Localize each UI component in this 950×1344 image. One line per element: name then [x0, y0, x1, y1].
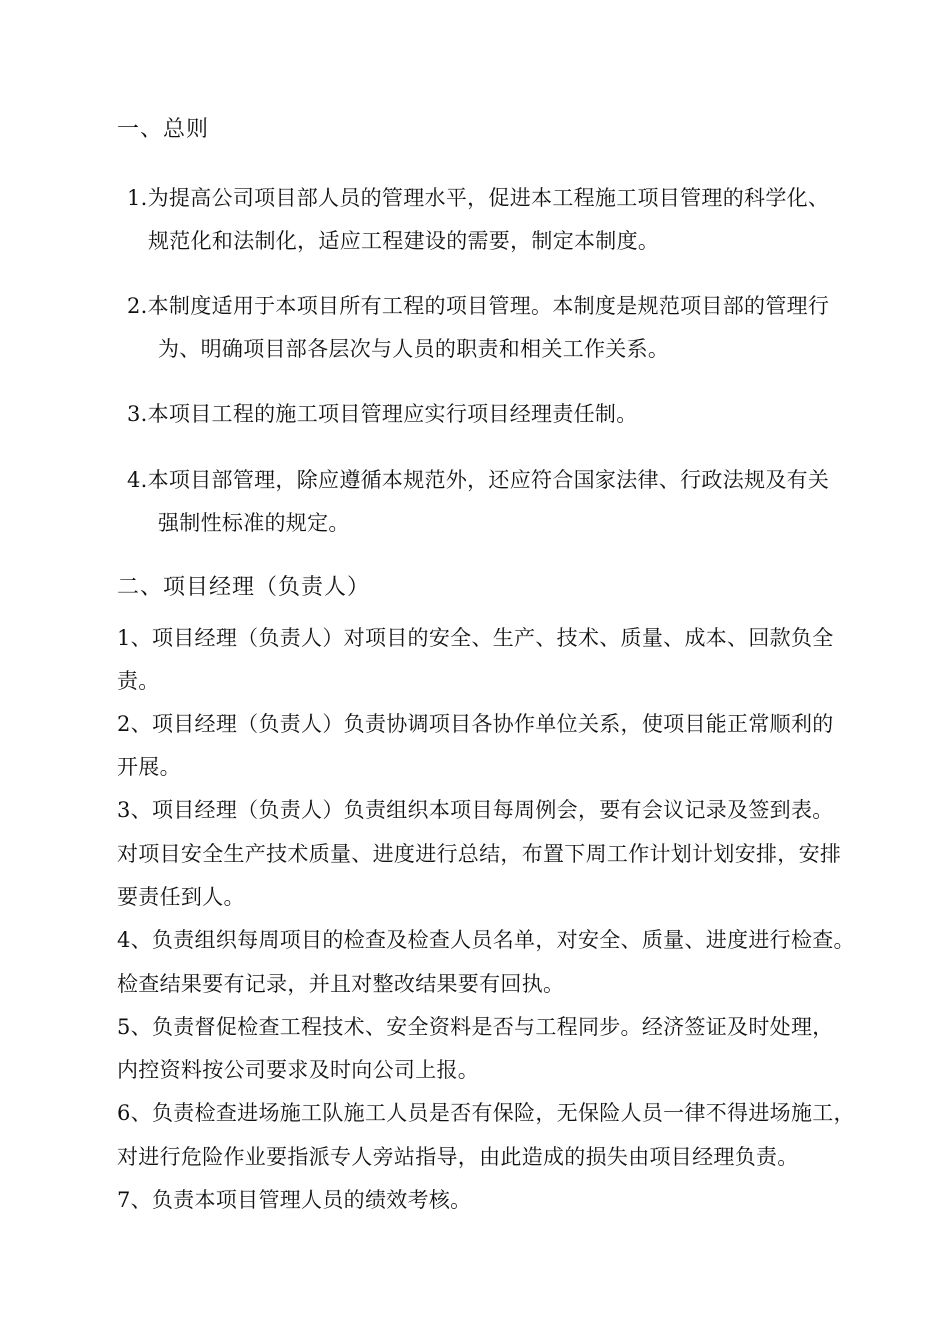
- duty-line: 2、项目经理（负责人）负责协调项目各协作单位关系，使项目能正常顺利的: [117, 712, 834, 736]
- clause-4-line-2: 强制性标准的规定。: [158, 511, 350, 535]
- duty-line: 内控资料按公司要求及时向公司上报。: [117, 1058, 480, 1082]
- clause-2-line-2: 为、明确项目部各层次与人员的职责和相关工作关系。: [158, 337, 670, 361]
- clause-1-line-1: 1.为提高公司项目部人员的管理水平，促进本工程施工项目管理的科学化、: [127, 186, 830, 210]
- duty-line: 对进行危险作业要指派专人旁站指导，由此造成的损失由项目经理负责。: [117, 1145, 799, 1169]
- duty-line: 责。: [117, 669, 160, 693]
- duty-line: 对项目安全生产技术质量、进度进行总结，布置下周工作计划计划安排，安排: [117, 842, 842, 866]
- section-heading-project-manager: 二、项目经理（负责人）: [117, 575, 371, 600]
- duty-line: 6、负责检查进场施工队施工人员是否有保险，无保险人员一律不得进场施工，: [117, 1101, 855, 1125]
- section-heading-general: 一、总则: [117, 117, 210, 142]
- duty-line: 1、项目经理（负责人）对项目的安全、生产、技术、质量、成本、回款负全: [117, 626, 834, 650]
- duty-line: 4、负责组织每周项目的检查及检查人员名单，对安全、质量、进度进行检查。: [117, 928, 855, 952]
- duty-line: 3、项目经理（负责人）负责组织本项目每周例会，要有会议记录及签到表。: [117, 798, 834, 822]
- duty-line: 要责任到人。: [117, 885, 245, 909]
- duty-line: 开展。: [117, 755, 181, 779]
- duty-line: 7、负责本项目管理人员的绩效考核。: [117, 1188, 472, 1212]
- duty-line: 检查结果要有记录，并且对整改结果要有回执。: [117, 972, 565, 996]
- duty-line: 5、负责督促检查工程技术、安全资料是否与工程同步。经济签证及时处理，: [117, 1015, 834, 1039]
- clause-2-line-1: 2.本制度适用于本项目所有工程的项目管理。本制度是规范项目部的管理行: [127, 294, 830, 318]
- clause-3-line-1: 3.本项目工程的施工项目管理应实行项目经理责任制。: [127, 402, 638, 426]
- clause-4-line-1: 4.本项目部管理，除应遵循本规范外，还应符合国家法律、行政法规及有关: [127, 468, 830, 492]
- clause-1-line-2: 规范化和法制化，适应工程建设的需要，制定本制度。: [148, 229, 660, 253]
